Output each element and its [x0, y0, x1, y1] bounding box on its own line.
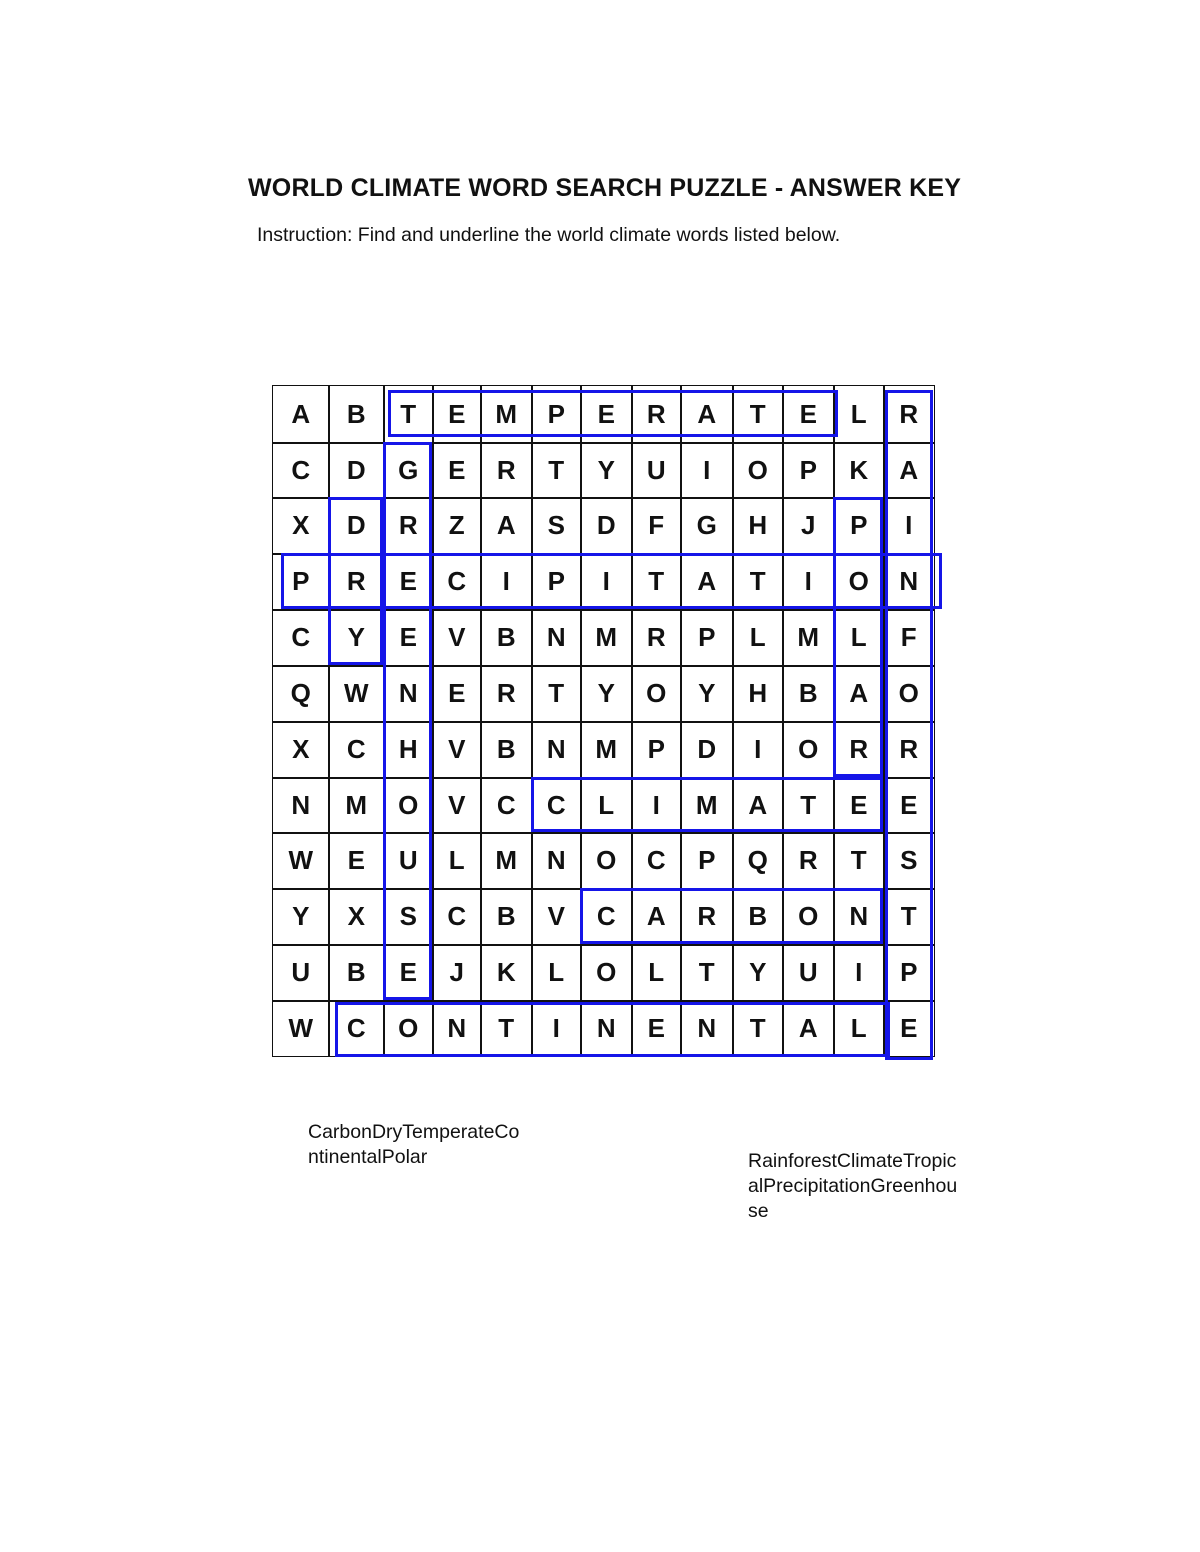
- grid-cell: E: [432, 442, 482, 499]
- grid-cell: G: [680, 497, 734, 555]
- grid-cell: N: [883, 553, 935, 611]
- grid-cell: R: [480, 442, 533, 499]
- grid-cell: I: [631, 777, 682, 834]
- grid-cell: R: [883, 385, 935, 444]
- word-list-right: RainforestClimateTropicalPrecipitationGreenhouse: [748, 1150, 958, 1222]
- grid-cell: O: [782, 888, 835, 946]
- grid-cell: R: [782, 832, 835, 890]
- grid-cell: L: [732, 609, 784, 667]
- grid-cell: E: [580, 385, 633, 444]
- word-list-left: CarbonDryTemperateContinentalPolar: [308, 1121, 520, 1168]
- grid-cell: O: [732, 442, 784, 499]
- grid-cell: C: [432, 553, 482, 611]
- grid-cell: W: [272, 832, 330, 890]
- grid-cell: M: [680, 777, 734, 834]
- grid-cell: A: [631, 888, 682, 946]
- grid-cell: R: [833, 721, 885, 779]
- grid-cell: C: [531, 777, 582, 834]
- grid-cell: T: [883, 888, 935, 946]
- grid-cell: M: [580, 609, 633, 667]
- grid-cell: P: [531, 553, 582, 611]
- grid-cell: L: [833, 385, 885, 444]
- grid-cell: M: [782, 609, 835, 667]
- grid-cell: T: [680, 944, 734, 1002]
- grid-cell: I: [883, 497, 935, 555]
- grid-cell: A: [883, 442, 935, 499]
- grid-cell: V: [531, 888, 582, 946]
- grid-cell: E: [833, 777, 885, 834]
- grid-cell: R: [383, 497, 434, 555]
- grid-cell: E: [383, 553, 434, 611]
- grid-cell: A: [480, 497, 533, 555]
- grid-cell: O: [383, 1000, 434, 1057]
- grid-cell: N: [580, 1000, 633, 1057]
- grid-cell: E: [383, 609, 434, 667]
- grid-cell: R: [480, 665, 533, 723]
- grid-cell: L: [531, 944, 582, 1002]
- grid-cell: P: [782, 442, 835, 499]
- grid-cell: Z: [432, 497, 482, 555]
- grid-cell: N: [680, 1000, 734, 1057]
- grid-cell: N: [272, 777, 330, 834]
- grid-cell: D: [328, 442, 385, 499]
- grid-cell: M: [480, 385, 533, 444]
- grid-cell: N: [383, 665, 434, 723]
- grid-cell: E: [782, 385, 835, 444]
- grid-cell: X: [272, 497, 330, 555]
- grid-cell: P: [631, 721, 682, 779]
- grid-cell: P: [883, 944, 935, 1002]
- grid-cell: D: [680, 721, 734, 779]
- grid-cell: E: [432, 385, 482, 444]
- grid-cell: B: [480, 721, 533, 779]
- grid-cell: M: [328, 777, 385, 834]
- grid-cell: E: [883, 777, 935, 834]
- grid-cell: U: [272, 944, 330, 1002]
- grid-cell: B: [782, 665, 835, 723]
- grid-cell: S: [531, 497, 582, 555]
- grid-cell: W: [272, 1000, 330, 1057]
- grid-cell: A: [272, 385, 330, 444]
- grid-cell: U: [631, 442, 682, 499]
- grid-cell: A: [833, 665, 885, 723]
- grid-cell: P: [680, 609, 734, 667]
- grid-cell: N: [531, 609, 582, 667]
- grid-cell: B: [480, 888, 533, 946]
- grid-cell: E: [432, 665, 482, 723]
- grid-cell: T: [531, 665, 582, 723]
- grid-cell: C: [580, 888, 633, 946]
- grid-cell: P: [680, 832, 734, 890]
- grid-cell: B: [328, 944, 385, 1002]
- grid-cell: K: [833, 442, 885, 499]
- grid-cell: C: [328, 721, 385, 779]
- grid-cell: J: [782, 497, 835, 555]
- grid-cell: O: [580, 832, 633, 890]
- grid-cell: R: [883, 721, 935, 779]
- grid-cell: Y: [580, 665, 633, 723]
- grid-cell: Y: [680, 665, 734, 723]
- grid-cell: S: [883, 832, 935, 890]
- grid-cell: Q: [272, 665, 330, 723]
- grid-cell: N: [833, 888, 885, 946]
- grid-cell: O: [833, 553, 885, 611]
- grid-cell: E: [631, 1000, 682, 1057]
- grid-cell: T: [732, 1000, 784, 1057]
- grid-cell: R: [680, 888, 734, 946]
- grid-cell: B: [328, 385, 385, 444]
- grid-cell: O: [383, 777, 434, 834]
- grid-cell: W: [328, 665, 385, 723]
- grid-cell: C: [480, 777, 533, 834]
- grid-cell: N: [432, 1000, 482, 1057]
- grid-cell: X: [328, 888, 385, 946]
- grid-cell: D: [328, 497, 385, 555]
- grid-cell: I: [480, 553, 533, 611]
- grid-cell: Q: [732, 832, 784, 890]
- grid-cell: M: [480, 832, 533, 890]
- grid-cell: C: [631, 832, 682, 890]
- instruction-text: Instruction: Find and underline the world climate words listed below.: [257, 224, 841, 246]
- grid-cell: I: [580, 553, 633, 611]
- grid-cell: O: [580, 944, 633, 1002]
- grid-cell: A: [782, 1000, 835, 1057]
- grid-cell: P: [833, 497, 885, 555]
- grid-cell: I: [732, 721, 784, 779]
- grid-cell: Y: [732, 944, 784, 1002]
- grid-cell: A: [732, 777, 784, 834]
- grid-cell: T: [833, 832, 885, 890]
- grid-cell: E: [383, 944, 434, 1002]
- grid-cell: M: [580, 721, 633, 779]
- grid-cell: H: [383, 721, 434, 779]
- grid-cell: C: [328, 1000, 385, 1057]
- grid-cell: B: [732, 888, 784, 946]
- grid-cell: H: [732, 497, 784, 555]
- grid-cell: H: [732, 665, 784, 723]
- grid-cell: F: [883, 609, 935, 667]
- grid-cell: P: [531, 385, 582, 444]
- grid-cell: G: [383, 442, 434, 499]
- grid-cell: P: [272, 553, 330, 611]
- grid-cell: L: [432, 832, 482, 890]
- grid-cell: X: [272, 721, 330, 779]
- grid-cell: T: [531, 442, 582, 499]
- grid-cell: V: [432, 721, 482, 779]
- word-search-grid: [272, 385, 933, 1055]
- grid-cell: R: [631, 609, 682, 667]
- grid-cell: T: [732, 553, 784, 611]
- grid-cell: Y: [580, 442, 633, 499]
- grid-cell: C: [272, 609, 330, 667]
- page-title: WORLD CLIMATE WORD SEARCH PUZZLE - ANSWER KEY: [248, 174, 962, 202]
- grid-cell: R: [631, 385, 682, 444]
- grid-cell: V: [432, 609, 482, 667]
- grid-cell: N: [531, 721, 582, 779]
- grid-cell: O: [782, 721, 835, 779]
- grid-cell: L: [833, 1000, 885, 1057]
- grid-cell: U: [383, 832, 434, 890]
- grid-cell: A: [680, 553, 734, 611]
- grid-cell: B: [480, 609, 533, 667]
- grid-cell: Y: [328, 609, 385, 667]
- grid-cell: I: [531, 1000, 582, 1057]
- grid-cell: O: [883, 665, 935, 723]
- grid-cell: Y: [272, 888, 330, 946]
- grid-cell: F: [631, 497, 682, 555]
- grid-cell: I: [680, 442, 734, 499]
- grid-cell: U: [782, 944, 835, 1002]
- grid-cell: L: [833, 609, 885, 667]
- grid-cell: L: [631, 944, 682, 1002]
- grid-cell: N: [531, 832, 582, 890]
- grid-cell: C: [272, 442, 330, 499]
- grid-cell: A: [680, 385, 734, 444]
- grid-cell: R: [328, 553, 385, 611]
- grid-cell: T: [480, 1000, 533, 1057]
- grid-cell: K: [480, 944, 533, 1002]
- grid-cell: D: [580, 497, 633, 555]
- grid-cell: T: [732, 385, 784, 444]
- grid-cell: I: [833, 944, 885, 1002]
- grid-cell: L: [580, 777, 633, 834]
- grid-cell: I: [782, 553, 835, 611]
- grid-cell: S: [383, 888, 434, 946]
- grid-cell: E: [883, 1000, 935, 1057]
- grid-cell: J: [432, 944, 482, 1002]
- grid-cell: V: [432, 777, 482, 834]
- grid-cell: E: [328, 832, 385, 890]
- grid-cell: T: [631, 553, 682, 611]
- grid-cell: O: [631, 665, 682, 723]
- grid-cell: T: [782, 777, 835, 834]
- grid-cell: C: [432, 888, 482, 946]
- grid-cell: T: [383, 385, 434, 444]
